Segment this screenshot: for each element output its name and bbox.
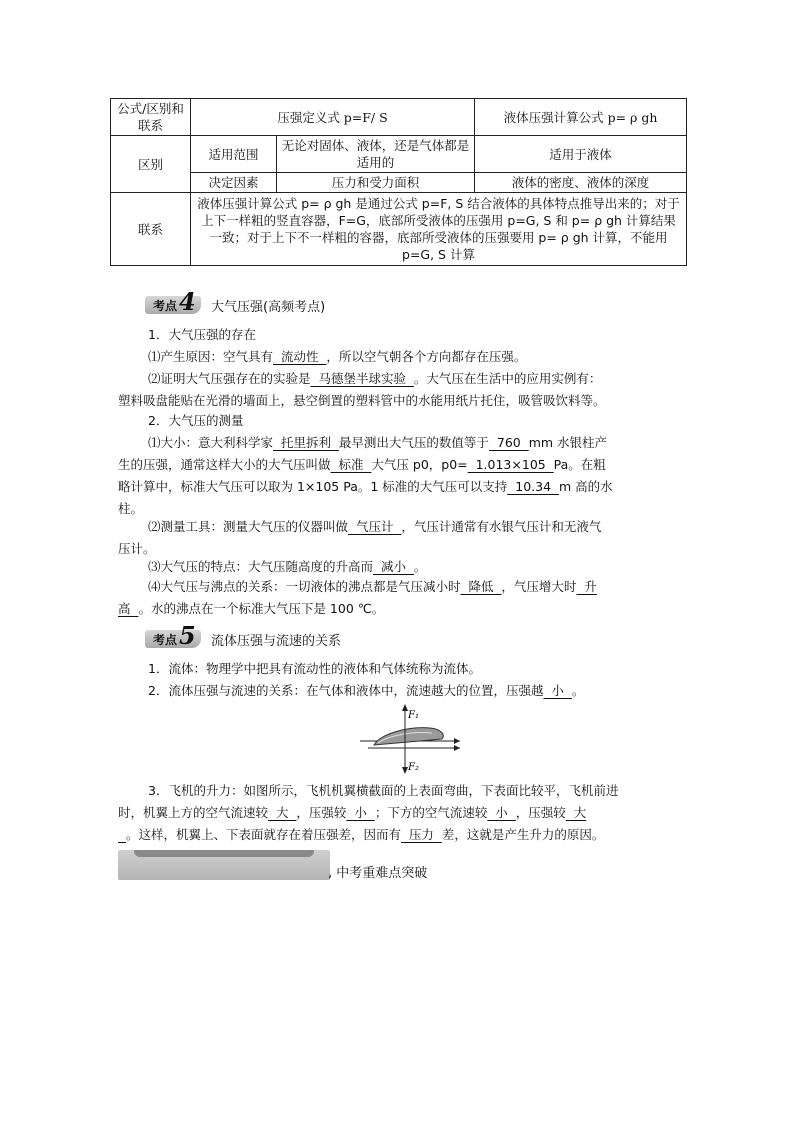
wing-shape xyxy=(374,728,443,745)
badge-number: 5 xyxy=(179,621,196,650)
answer-blank: 减小 xyxy=(373,559,414,574)
section-title: 大气压强(高频考点) xyxy=(211,299,326,315)
paragraph: 生的压强，通常这样大小的大气压叫做 标准 大气压 p0，p0= 1.013×105 Pa。在粗 xyxy=(118,457,606,472)
answer-blank: 大 xyxy=(565,805,587,820)
table-row xyxy=(111,173,687,193)
table-row-label: 联系 xyxy=(111,193,191,266)
table-row xyxy=(111,193,687,266)
answer-blank: 小 xyxy=(346,805,375,820)
paragraph: 3．飞机的升力：如图所示，飞机机翼横截面的上表面弯曲，下表面比较平，飞机前进 xyxy=(148,783,619,798)
answer-blank: 高 xyxy=(118,601,139,616)
answer-blank: 10.34 xyxy=(507,479,559,494)
table-header-cell: 公式/区别和联系 xyxy=(111,99,191,136)
paragraph: 时，机翼上方的空气流速较 大 ，压强较 小 ；下方的空气流速较 小 ，压强较 大 xyxy=(118,805,587,820)
force-label-f1: F₁ xyxy=(408,710,419,721)
subheading: 1．大气压强的存在 xyxy=(148,327,256,342)
section-title: 流体压强与流速的关系 xyxy=(211,633,342,649)
answer-blank: 小 xyxy=(543,683,572,698)
section-header xyxy=(145,621,342,652)
arrow-icon xyxy=(454,745,460,751)
wing-diagram xyxy=(360,704,462,776)
answer-blank: 压力 xyxy=(400,827,442,842)
paragraph: 略计算中，标准大气压可以取为 1×105 Pa。1 标准的大气压可以支持 10.34 m 高的水 xyxy=(118,479,613,494)
banner-tab xyxy=(134,850,314,857)
answer-blank: 1.013×105 xyxy=(467,457,554,472)
answer-blank: 760 xyxy=(488,435,529,450)
force-label-f2: F₂ xyxy=(408,762,419,773)
table-row xyxy=(111,136,687,173)
badge-label: 考点 xyxy=(153,298,178,313)
table-cell: 压力和受力面积 xyxy=(277,173,475,193)
answer-blank: 气压计 xyxy=(348,519,402,534)
section-header xyxy=(145,287,326,318)
paragraph: 压计。 xyxy=(118,541,156,556)
comparison-table xyxy=(110,98,687,266)
answer-blank: 托里拆利 xyxy=(273,435,339,450)
table-cell: 适用于液体 xyxy=(475,136,687,173)
paragraph: 高 。水的沸点在一个标准大气压下是 100 ℃。 xyxy=(118,601,385,616)
arrow-icon xyxy=(454,738,460,744)
paragraph: 。这样，机翼上、下表面就存在着压强差，因而有 压力 差，这就是产生升力的原因。 xyxy=(118,824,688,846)
table-header-cell: 压强定义式 p=F/ S xyxy=(191,99,475,136)
answer-blank: 马德堡半球实验 xyxy=(310,371,414,386)
section-badge xyxy=(145,621,201,650)
subheading: 2．大气压的测量 xyxy=(148,413,244,428)
table-cell: 液体压强计算公式 p= ρ gh 是通过公式 p=F, S 结合液体的具体特点推导出来的；对于上下一样粗的竖直容器，F=G，底部所受液体的压强用 p=G, S 和 p= ρ gh 计算结果一致；对于上下不一样粗的容器，底部所受液体的压强要用 p= ρ gh 计算，不能用 p=G, S 计算 xyxy=(191,193,687,266)
paragraph: 1．流体：物理学中把具有流动性的液体和气体统称为流体。 xyxy=(148,661,481,676)
paragraph: ⑴产生原因：空气具有 流动性 ，所以空气朝各个方向都存在压强。 xyxy=(148,349,527,364)
badge-label: 考点 xyxy=(153,632,178,647)
paragraph: ⑴大小：意大利科学家 托里拆利 最早测出大气压的数值等于 760 mm 水银柱产 xyxy=(148,435,608,450)
table-cell: 适用范围 xyxy=(191,136,277,173)
answer-blank: 升 xyxy=(576,579,597,594)
paragraph: ⑶大气压的特点：大气压随高度的升高而 减小 。 xyxy=(148,559,427,574)
table-header-cell: 液体压强计算公式 p= ρ gh xyxy=(475,99,687,136)
table-row-label: 区别 xyxy=(111,136,191,193)
paragraph: ⑷大气压与沸点的关系：一切液体的沸点都是气压减小时 降低 ，气压增大时 升 xyxy=(148,579,597,594)
answer-blank: 流动性 xyxy=(273,349,327,364)
table-cell: 液体的密度、液体的深度 xyxy=(475,173,687,193)
table-cell: 决定因素 xyxy=(191,173,277,193)
banner-title: , 中考重难点突破 xyxy=(328,866,428,881)
answer-blank: 标准 xyxy=(330,457,372,472)
table-header-row xyxy=(111,99,687,136)
paragraph: 2．流体压强与流速的关系：在气体和液体中，流速越大的位置，压强越 小 。 xyxy=(148,683,585,698)
paragraph: ⑵证明大气压强存在的实验是 马德堡半球实验 。大气压在生活中的应用实例有： xyxy=(148,371,602,386)
paragraph: 柱。 xyxy=(118,501,144,516)
table-cell: 无论对固体、液体，还是气体都是适用的 xyxy=(277,136,475,173)
answer-blank: 大 xyxy=(268,805,297,820)
answer-blank: 小 xyxy=(487,805,516,820)
answer-blank xyxy=(118,827,126,842)
section-banner xyxy=(118,850,330,880)
answer-blank: 降低 xyxy=(460,579,502,594)
section-badge xyxy=(145,287,201,316)
badge-number: 4 xyxy=(179,287,196,316)
paragraph: ⑵测量工具：测量大气压的仪器叫做 气压计 ，气压计通常有水银气压计和无液气 xyxy=(148,519,602,534)
paragraph: 塑料吸盘能贴在光滑的墙面上，悬空倒置的塑料管中的水能用纸片托住，吸管吸饮料等。 xyxy=(118,393,606,408)
